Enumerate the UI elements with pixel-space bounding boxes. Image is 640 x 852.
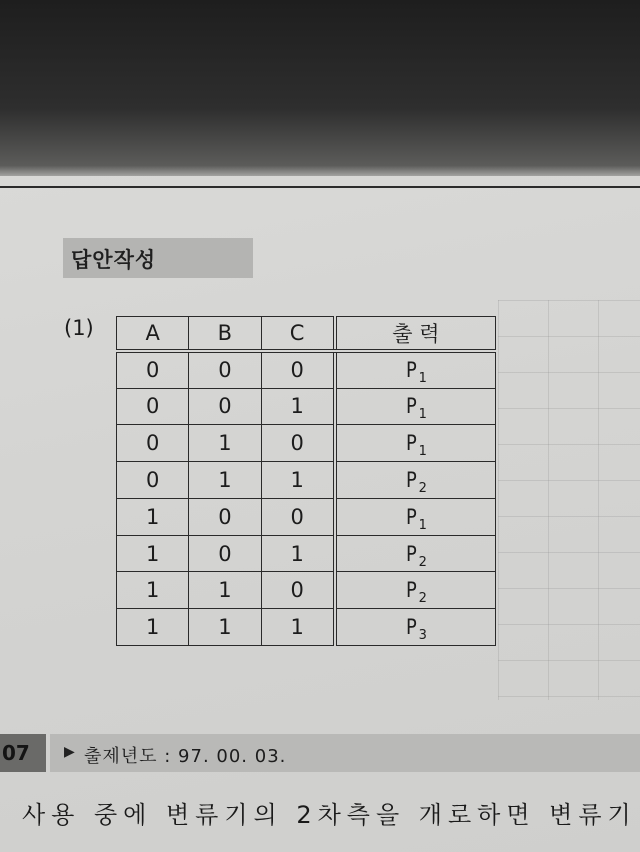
cell-a: 1 (117, 609, 189, 646)
cell-b: 1 (189, 609, 261, 646)
output-subscript: 3 (418, 628, 427, 644)
cell-a: 0 (117, 462, 189, 499)
truth-table (116, 316, 496, 646)
output-subscript: 1 (418, 517, 427, 533)
output-subscript: 1 (418, 371, 427, 387)
output-symbol: P (405, 467, 417, 492)
cell-b: 1 (189, 572, 261, 609)
table-row (117, 351, 496, 388)
footer-question-number-box (0, 734, 46, 772)
table-row (117, 535, 496, 572)
cell-a: 1 (117, 572, 189, 609)
cell-a: 1 (117, 535, 189, 572)
header-c: C (261, 317, 335, 352)
cell-c: 0 (261, 498, 335, 535)
cell-output (335, 498, 496, 535)
output-symbol: P (405, 615, 417, 640)
output-subscript: 2 (418, 591, 427, 607)
cell-c: 1 (261, 462, 335, 499)
header-b: B (189, 317, 261, 352)
table-row (117, 425, 496, 462)
dark-background (0, 0, 640, 180)
section-label: 답안작성 (71, 248, 157, 272)
header-a: A (117, 317, 189, 352)
cell-a: 0 (117, 351, 189, 388)
header-output: 출 력 (335, 317, 496, 352)
output-symbol: P (405, 578, 417, 603)
section-label-box (63, 238, 253, 278)
cell-c: 1 (261, 535, 335, 572)
cell-output (335, 388, 496, 425)
output-symbol: P (405, 431, 417, 456)
footer-info-bar (50, 734, 640, 772)
cell-b: 0 (189, 351, 261, 388)
cell-c: 0 (261, 351, 335, 388)
cell-b: 0 (189, 388, 261, 425)
bleed-through-grid (498, 300, 640, 700)
cell-output (335, 425, 496, 462)
cell-a: 0 (117, 388, 189, 425)
output-subscript: 2 (418, 480, 427, 496)
page-top-rule (0, 186, 640, 188)
question-text: 사용 중에 변류기의 2차측을 개로하면 변류기 (22, 801, 637, 829)
cell-b: 0 (189, 498, 261, 535)
cell-a: 0 (117, 425, 189, 462)
cell-output (335, 572, 496, 609)
triangle-right-icon: ▶ (64, 744, 75, 760)
output-symbol: P (405, 504, 417, 529)
table-row (117, 498, 496, 535)
cell-b: 0 (189, 535, 261, 572)
table-header-row (117, 317, 496, 352)
cell-output (335, 609, 496, 646)
cell-output (335, 351, 496, 388)
output-subscript: 1 (418, 407, 427, 423)
output-symbol: P (405, 541, 417, 566)
table-row (117, 609, 496, 646)
cell-output (335, 535, 496, 572)
item-number: (1) (64, 316, 94, 340)
cell-c: 0 (261, 425, 335, 462)
cell-a: 1 (117, 498, 189, 535)
cell-b: 1 (189, 462, 261, 499)
table-row (117, 572, 496, 609)
cell-c: 1 (261, 388, 335, 425)
cell-b: 1 (189, 425, 261, 462)
output-subscript: 1 (418, 444, 427, 460)
table-row (117, 462, 496, 499)
output-symbol: P (405, 394, 417, 419)
output-symbol: P (405, 358, 417, 383)
table-row (117, 388, 496, 425)
output-subscript: 2 (418, 554, 427, 570)
cell-output (335, 462, 496, 499)
footer-question-number: 07 (2, 741, 30, 765)
cell-c: 1 (261, 609, 335, 646)
footer-info-text: 출제년도 : 97. 00. 03. (84, 746, 287, 767)
cell-c: 0 (261, 572, 335, 609)
